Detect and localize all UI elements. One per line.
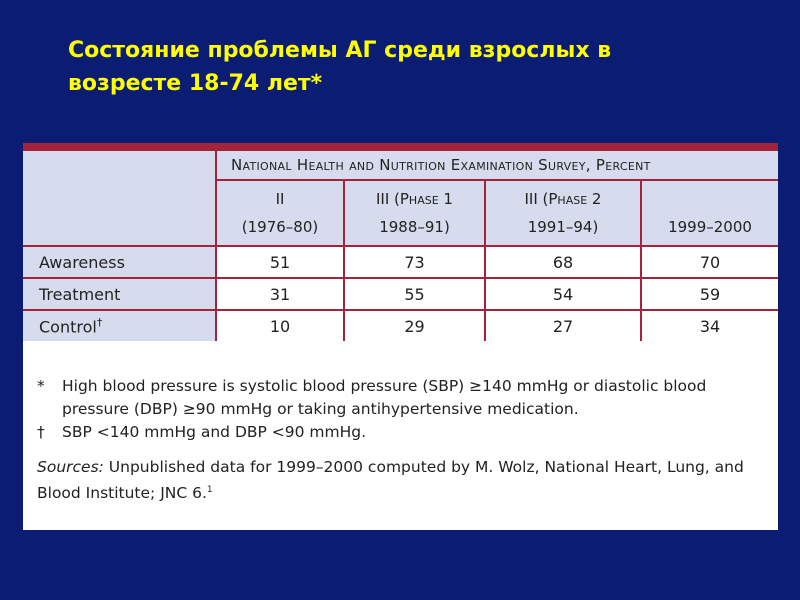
table-cell: 73 — [344, 246, 485, 278]
row-label-control-text: Control — [39, 317, 97, 337]
column-header-3 — [485, 180, 641, 246]
footnote-dagger — [37, 421, 772, 444]
footnote-star — [37, 375, 772, 421]
sources-label: Sources: — [37, 458, 104, 476]
column-header-4-line2: 1999–2000 — [668, 218, 752, 236]
table-cell: 55 — [344, 278, 485, 310]
footnote-star-text: High blood pressure is systolic blood pressure (SBP) ≥140 mmHg or diastolic blood pressure (DBP) ≥90 mmHg or taking antihypertensive medication. — [62, 377, 707, 418]
sources-text: Unpublished data for 1999–2000 computed by M. Wolz, National Heart, Lung, and Blood Institute; JNC 6. — [37, 458, 744, 503]
column-header-3-line1: III (Phase 2 — [524, 190, 602, 208]
column-header-1-line2: (1976–80) — [241, 218, 319, 236]
column-header-2-line2: 1988–91) — [379, 218, 450, 236]
top-rule — [23, 143, 778, 151]
sources-note — [37, 456, 772, 505]
footnote-dagger-text: SBP <140 mmHg and DBP <90 mmHg. — [62, 423, 367, 441]
row-label-control — [23, 310, 216, 341]
column-header-2-line1: III (Phase 1 — [376, 190, 453, 208]
column-header-1 — [216, 180, 344, 246]
table-cell: 27 — [485, 310, 641, 341]
footnotes — [37, 375, 772, 505]
hypertension-table — [23, 151, 778, 341]
table-cell: 34 — [641, 310, 778, 341]
table-panel — [23, 143, 778, 530]
column-header-4 — [641, 180, 778, 246]
footnote-star-mark: * — [37, 377, 45, 395]
header-corner-top — [23, 151, 216, 180]
slide-title-line1: Состояние проблемы АГ среди взрослых в — [68, 38, 612, 63]
survey-header: National Health and Nutrition Examination Survey, Percent — [216, 151, 778, 180]
header-corner-bottom — [23, 180, 216, 246]
column-header-1-line1: II — [275, 190, 285, 208]
slide-title — [68, 34, 768, 100]
row-label-awareness: Awareness — [23, 246, 216, 278]
table-cell: 68 — [485, 246, 641, 278]
table-cell: 59 — [641, 278, 778, 310]
dagger-mark: † — [96, 315, 103, 329]
slide-title-line2: возресте 18-74 лет* — [68, 71, 323, 96]
column-header-3-line2: 1991–94) — [527, 218, 599, 236]
sources-ref: 1 — [206, 485, 213, 495]
table-cell: 10 — [216, 310, 344, 341]
table-cell: 31 — [216, 278, 344, 310]
table-cell: 70 — [641, 246, 778, 278]
table-row-treatment — [23, 278, 778, 310]
table-row-awareness — [23, 246, 778, 278]
footnote-dagger-mark: † — [37, 423, 45, 441]
table-cell: 51 — [216, 246, 344, 278]
row-label-treatment: Treatment — [23, 278, 216, 310]
table-cell: 29 — [344, 310, 485, 341]
table-row-control — [23, 310, 778, 341]
table-cell: 54 — [485, 278, 641, 310]
column-header-2 — [344, 180, 485, 246]
